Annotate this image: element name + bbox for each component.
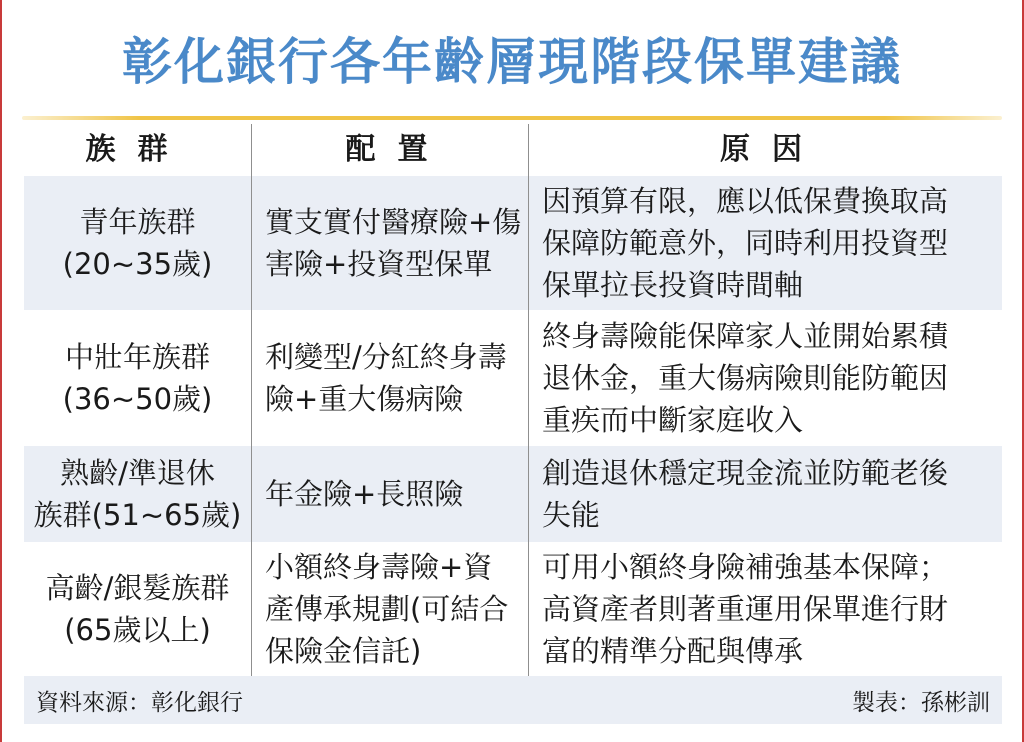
source-credit: 資料來源：彰化銀行: [36, 689, 243, 716]
group-line: 熟齡/準退休: [60, 456, 215, 490]
group-line: 高齡/銀髮族群: [45, 571, 230, 605]
column-divider: [251, 124, 252, 676]
allocation-line: 利變型/分紅終身壽: [265, 340, 507, 374]
group-line: (20~35歲): [62, 247, 213, 281]
allocation-line: 年金險+長照險: [265, 477, 464, 511]
group-line: (65歲以上): [64, 613, 211, 647]
allocation-line: 產傳承規劃(可結合: [265, 592, 509, 626]
reason-line: 終身壽險能保障家人並開始累積: [542, 319, 949, 353]
reason-line: 失能: [542, 498, 601, 532]
reason-cell: [528, 310, 1002, 446]
header-group: 族群: [85, 132, 190, 167]
reason-line: 保單拉長投資時間軸: [542, 268, 804, 302]
group-line: 中壯年族群: [64, 340, 210, 374]
group-cell: [24, 542, 251, 676]
reason-line: 退休金，重大傷病險則能防範因: [542, 361, 949, 395]
group-line: 青年族群: [79, 205, 196, 239]
reason-line: 富的精準分配與傳承: [542, 634, 804, 668]
group-cell: [24, 446, 251, 542]
header-allocation: 配置: [345, 132, 450, 167]
table-header-row: [24, 124, 1002, 176]
group-cell: [24, 310, 251, 446]
title-divider: [22, 116, 1002, 120]
footer: [24, 676, 1002, 724]
reason-line: 因預算有限，應以低保費換取高: [542, 184, 949, 218]
reason-line: 可用小額終身險補強基本保障；: [542, 550, 949, 584]
table-row: [24, 446, 1002, 542]
maker-credit: 製表：孫彬訓: [852, 689, 990, 716]
allocation-line: 實支實付醫療險+傷: [265, 205, 522, 239]
allocation-line: 小額終身壽險+資: [265, 550, 493, 584]
table-row: [24, 176, 1002, 310]
group-line: 族群(51~65歲): [33, 498, 242, 532]
table-row: [24, 310, 1002, 446]
table-row: [24, 542, 1002, 676]
reason-cell: [528, 446, 1002, 542]
allocation-cell: [251, 176, 528, 310]
group-line: (36~50歲): [62, 382, 213, 416]
reason-line: 保障防範意外，同時利用投資型: [542, 226, 949, 260]
reason-line: 創造退休穩定現金流並防範老後: [542, 456, 949, 490]
page-title: 彰化銀行各年齡層現階段保單建議: [122, 33, 902, 91]
allocation-cell: [251, 446, 528, 542]
allocation-cell: [251, 542, 528, 676]
column-divider: [528, 124, 529, 676]
allocation-line: 險+重大傷病險: [265, 382, 464, 416]
reason-cell: [528, 176, 1002, 310]
header-reason: 原因: [720, 132, 824, 167]
group-cell: [24, 176, 251, 310]
allocation-line: 保險金信託): [265, 634, 422, 668]
allocation-line: 害險+投資型保單: [265, 247, 493, 281]
reason-cell: [528, 542, 1002, 676]
allocation-cell: [251, 310, 528, 446]
reason-line: 重疾而中斷家庭收入: [542, 403, 804, 437]
reason-line: 高資產者則著重運用保單進行財: [542, 592, 949, 626]
